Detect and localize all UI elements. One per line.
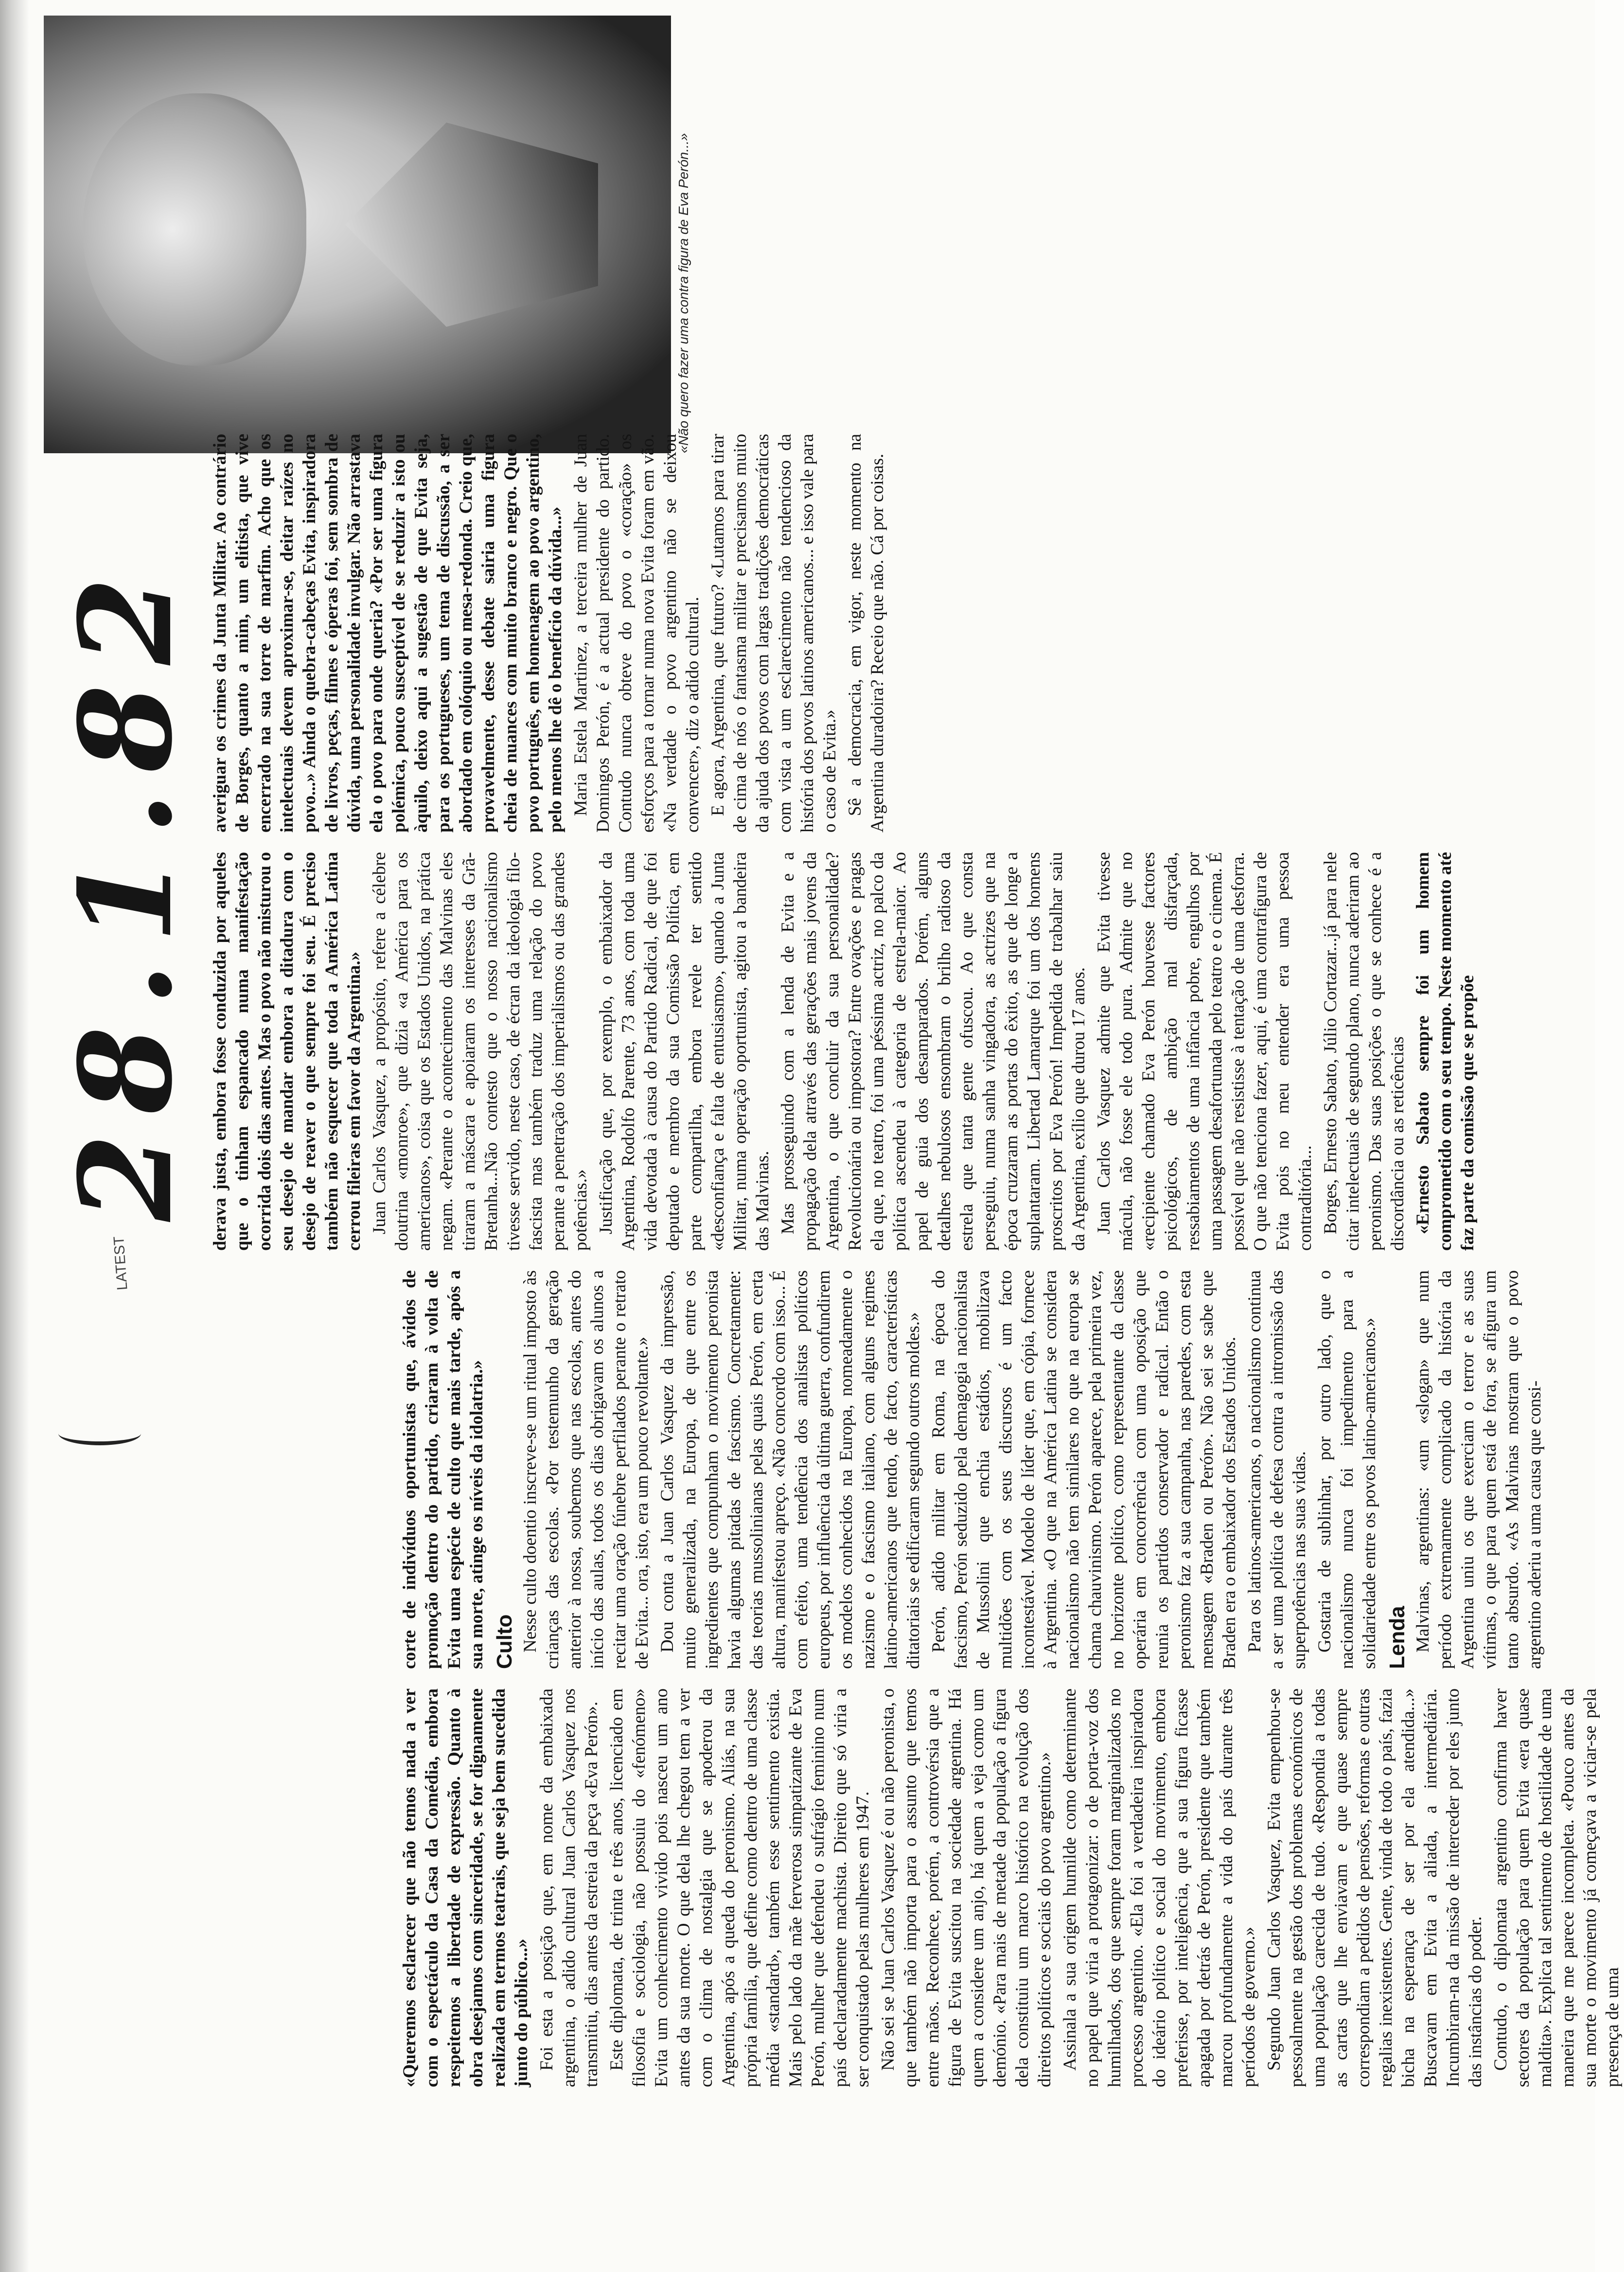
article-paragraph: Perón, adido militar em Roma, na época do fascismo, Perón seduzido pela demagogia nacionalista de Mussolini que enchia estádios, mobilizava multidões com os seus discursos é um facto incontestável. Modelo de líder que, em cópia, fornece à Argentina. «O que na América Latina se considera nacionalismo não tem similares no que na europa se chama chauvinismo. Perón aparece, pela primeira vez, no horizonte político, como representante da classe operária em concorrência com uma oposição que reunia os partidos conservador e radical. Então o peronismo faz a sua campanha, nas paredes, com esta mensagem «Braden ou Perón». Não sei se sabe que Braden era o embaixador dos Estados Unidos.: [929, 1270, 1239, 1669]
article-paragraph: Sê a democracia, em vigor, neste momento na Argentina duradoira? Receio que não. Cá por coisas.: [845, 434, 887, 833]
article-paragraph: Foi esta a posição que, em nome da embaixada argentina, o adido cultural Juan Carlos Vasquez nos transmitiu, dias antes da estreia da peça «Eva Perón».: [537, 1688, 601, 2087]
article-column-4: [209, 434, 1566, 833]
handwritten-date: 28.1.82: [52, 557, 200, 1222]
article-paragraph: Dou conta a Juan Carlos Vasquez da impressão, muito generalizada, na Europa, de que entre os ingredientes que compunham o movimento peronista havia algumas pitadas de fascismo. Concretamente: das teorias mussolinianas pelas quais Perón, em certa altura, manifestou apreço. «Não concordo com isso... É com efeito, uma tendência dos analistas políticos europeus, por influência da última guerra, confundirem os modelos conhecidos na Europa, nomeadamente o nazismo e o fascismo italiano, com alguns regimes latino-americanos que tendo, de facto, características ditatoriais se edificaram segundo outros moldes.»: [657, 1270, 923, 1669]
article-paragraph: Gostaria de sublinhar, por outro lado, que o nacionalismo nunca foi impedimento para a solidariedade entre os povos latino-americanos.»: [1315, 1270, 1379, 1669]
article-paragraph: Não sei se Juan Carlos Vasquez é ou não peronista, o que também não importa para o assunto que temos entre mãos. Reconhece, porém, a controvérsia que a figura de Evita suscitou na sociedade argentina. Há quem a considere um anjo, há quem a veja como um demónio. «Para mais de metade da população a figura dela constituiu um marco histórico na evolução dos direitos políticos e sociais do povo argentino.»: [878, 1688, 1055, 2087]
article-paragraph: Maria Estela Martinez, a terceira mulher de Juan Domingos Perón, é a actual presidente do partido. Contudo nunca obteve do povo o «coração» os esforços para a tornar numa nova Evita foram em vão. «Na verdade o povo argentino não se deixou convencer», diz o adido cultural.: [571, 434, 703, 833]
photo-hair-region: [83, 93, 306, 366]
article-paragraph: Borges, Ernesto Sabato, Júlio Cortazar...já para nele citar intelectuais de segundo plano, nunca aderiram ao peronismo. Das suas posições o que se conhece é a discordância ou as reticências: [1321, 852, 1408, 1251]
article-paragraph: Juan Carlos Vasquez, a propósito, refere a célebre doutrina «monroe», que dizia «a América para os americanos», coisa que os Estados Unidos, na prática negam. «Perante o acontecimento das Malvinas eles tiraram a máscara e apoiaram os interesses da Grã-Bretanha...Não contesto que o nosso nacionalismo tivesse servido, neste caso, de écran da ideologia filo-fascista mas também traduz uma relação do povo perante a penetração dos imperialismos ou das grandes potências.»: [370, 852, 591, 1251]
article-paragraph: E agora, Argentina, que futuro? «Lutamos para tirar de cima de nós o fantasma militar e precisamos muito da ajuda dos povos com largas tradições democráticas com vista a um esclarecimento não tendencioso da história dos povos latinos americanos... e isso vale para o caso de Evita.»: [708, 434, 840, 833]
article-paragraph: Segundo Juan Carlos Vasquez, Evita empenhou-se pessoalmente na gestão dos problemas económicos de uma população carecida de tudo. «Respondia a todas as cartas que lhe enviavam e que quase sempre correspondiam a pedidos de pensões, reformas e outras regalias inexistentes. Gente, vinda de todo o país, fazia bicha na esperança de ser por ela atendida...» Buscavam em Evita a aliada, a intermediária. Incumbiram-na da missão de interceder por eles junto das instâncias do poder.: [1264, 1688, 1485, 2087]
section-heading: Culto: [493, 1614, 516, 1669]
article-paragraph: Malvinas, argentinas: «um «slogan» que num período extremamente complicado da história da Argentina uniu os que exerciam o terror e as suas vítimas, o que para quem está de fora, se afigura um tanto absurdo. «As Malvinas mostram que o povo argentino aderiu a uma causa que consi-: [1413, 1270, 1545, 1669]
section-heading: Lenda: [1385, 1606, 1409, 1669]
article-paragraph: Contudo, o diplomata argentino confirma haver sectores da população para quem Evita «era quase maldita». Explica tal sentimento de hostilidade de uma maneira que me parece incompleta. «Pouco antes da sua morte o movimento já começava a viciar-se pela presença de uma: [1491, 1688, 1623, 2087]
article-column-2: [399, 1270, 1566, 1669]
pen-mark: [58, 1422, 141, 1445]
article-paragraph: Este diplomata, de trinta e três anos, licenciado em filosofia e sociologia, não possuiu do «fenómeno» Evita um conhecimento vivido pois nasceu um ano antes da sua morte. O que dela lhe chegou tem a ver com o clima de nostalgia que se apoderou da Argentina, após a queda do peronismo. Aliás, na sua própria família, que define como dentro de uma classe média «standard», também esse sentimento existia. Mais pelo lado da mãe ferverosa simpatizante de Eva Perón, mulher que defendeu o sufrágio feminino num país declaradamente machista. Direito que só viria a ser conquistado pelas mulheres em 1947.: [607, 1688, 873, 2087]
article-column-1: [399, 1688, 1623, 2087]
article-paragraph: averiguar os crimes da Junta Militar. Ao contrário de Borges, quanto a mim, um elitista, que vive encerrado na sua torre de marfim. Acho que os intelectuais devem aproximar-se, deitar raízes no povo...» Ainda o quebra-cabeças Evita, inspiradora de livros, peças, filmes e óperas foi, sem sombra de dúvida, uma personalidade invulgar. Não arrastava ela o povo para onde queria? «Por ser uma figura polémica, pouco susceptível de se reduzir a isto ou àquilo, deixo aqui a sugestão de que Evita seja, para os portugueses, um tema de discussão, a ser abordado em colóquio ou mesa-redonda. Creio que, provavelmente, desse debate sairia uma figura cheia de nuances com muito branco e negro. Que o povo português, em homenagem ao povo argentino, pelo menos lhe dê o benefício da dúvida...»: [210, 434, 565, 833]
article-paragraph: Justificação que, por exemplo, o embaixador da Argentina, Rodolfo Parente, 73 anos, com toda uma vida devotada à causa do Partido Radical, de que foi deputado e membro da sua Comissão Política, em parte compartilha, embora revele ter sentido «desconfiança e falta de entusiasmo», quando a Junta Militar, numa operação oportunista, agitou a bandeira das Malvinas.: [596, 852, 773, 1251]
article-column-3: [209, 852, 1566, 1251]
article-paragraph: «Ernesto Sabato sempre foi um homem comprometido com o seu tempo. Neste momento até faz parte da comissão que se propõe: [1413, 852, 1478, 1251]
scan-edge-shadow: [0, 0, 29, 2272]
stamp-mark: LATEST: [110, 1236, 131, 1291]
photo-collar-region: [345, 123, 598, 327]
article-paragraph: Assinala a sua origem humilde como determinante no papel que viria a protagonizar: o de porta-voz dos humilhados, dos que sempre foram marginalizados no processo argentino. «Ela foi a verdadeira inspiradora do ideário político e social do movimento, embora preferisse, por inteligência, que a sua figura ficasse apagada por detrás de Perón, presidente que também marcou profundamente a vida do país durante três períodos de governo.»: [1060, 1688, 1259, 2087]
article-paragraph: Nesse culto doentio inscreve-se um ritual imposto às crianças das escolas. «Por testemunho da geração anterior à nossa, soubemos que nas escolas, antes do início das aulas, todos os dias obrigavam os alunos a recitar uma oração fúnebre perfilados perante o retrato de Evita... ora, isto, era um pouco revoltante.»: [520, 1270, 652, 1669]
portrait-photo: [44, 16, 671, 453]
article-paragraph: Para os latinos-americanos, o nacionalismo continua a ser uma política de defesa contra a intromissão das superpotências nas suas vidas.: [1245, 1270, 1309, 1669]
article-paragraph: Mas prosseguindo com a lenda de Evita e a propagação dela através das gerações mais jovens da Argentina, o que concluir da sua personalidade? Revolucionária ou impostora? Entre ovações e pragas ela que, no teatro, foi uma péssima actriz, no palco da política ascendeu à categoria de estrela-maior. Ao papel de guia dos desamparados. Porém, alguns detalhes nebulosos ensombram o brilho radioso da estrela que tanta gente ofuscou. Ao que consta perseguiu, numa sanha vingadora, as actrizes que na época cruzaram as portas do êxito, as que de longe a suplantaram. Libertad Lamarque foi um dos homens proscritos por Eva Perón! Impedida de trabalhar saiu da Argentina, exílio que durou 17 anos.: [778, 852, 1089, 1251]
article-paragraph: corte de indivíduos oportunistas que, ávidos de promoção dentro do partido, criaram à volta de Evita uma espécie de culto que mais tarde, após a sua morte, atinge os níveis da idolatria.»: [400, 1270, 487, 1669]
article-paragraph: Juan Carlos Vasquez admite que Evita tivesse mácula, não fosse ele todo pura. Admite que no «recipiente chamado Eva Perón houvesse factores psicológicos, de ambição mal disfarçada, ressabiamentos de uma infância pobre, engulhos por uma passagem desafortunada pelo teatro e o cinema. É possível que não resistisse à tentação de uma desforra. O que não tenciona fazer, aqui, é uma contrafigura de Evita pois no meu entender era uma pessoa contraditória...: [1094, 852, 1315, 1251]
photo-caption: «Não quero fazer uma contra figura de Eva Perón...»: [676, 133, 691, 453]
article-paragraph: «Queremos esclarecer que não temos nada a ver com o espectáculo da Casa da Comédia, embora respeitemos a liberdade de expressão. Quanto à obra desejamos com sinceridade, se for dignamente realizada em termos teatrais, que seja bem sucedida junto do público...»: [400, 1688, 531, 2087]
article-paragraph: derava justa, embora fosse conduzida por aqueles que o tinham espancado numa manifestação ocorrida dois dias antes. Mas o povo não misturou o seu desejo de mandar embora a ditadura com o desejo de reaver o que sempre foi seu. É preciso também não esquecer que toda a América Latina cerrou fileiras em favor da Argentina.»: [210, 852, 364, 1251]
